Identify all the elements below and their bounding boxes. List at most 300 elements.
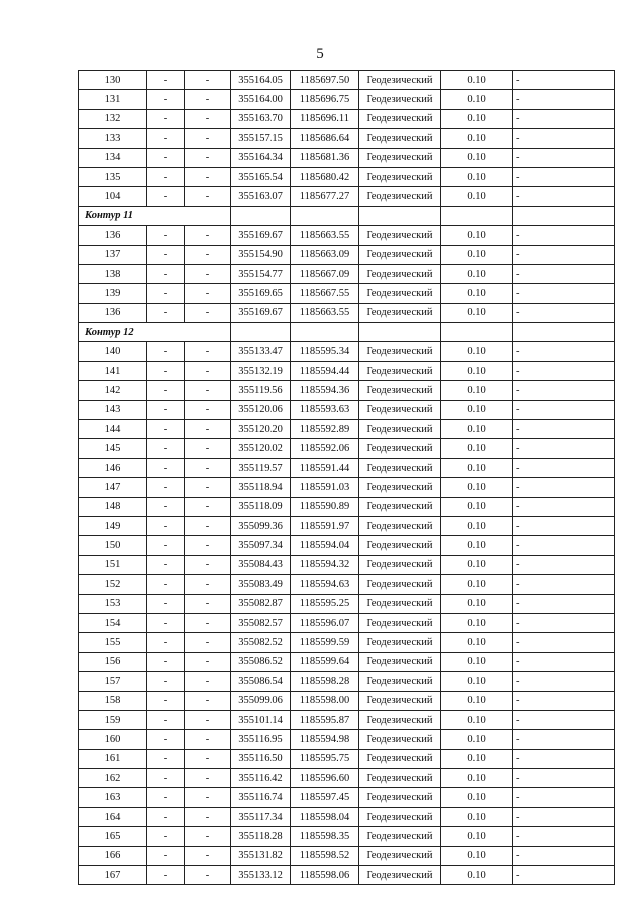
- note-cell: -: [513, 400, 615, 419]
- point-number-cell: 133: [79, 129, 147, 148]
- accuracy-cell: 0.10: [441, 187, 513, 206]
- point-number-cell: 144: [79, 420, 147, 439]
- dash-cell: -: [147, 613, 185, 632]
- note-cell: -: [513, 167, 615, 186]
- accuracy-cell: 0.10: [441, 691, 513, 710]
- dash-cell: -: [147, 226, 185, 245]
- table-row: [79, 710, 615, 729]
- table-row: [79, 420, 615, 439]
- empty-cell: [291, 323, 359, 342]
- note-cell: -: [513, 788, 615, 807]
- dash-cell: -: [147, 420, 185, 439]
- empty-cell: [359, 206, 441, 225]
- y-coordinate-cell: 1185677.27: [291, 187, 359, 206]
- dash-cell: -: [185, 381, 231, 400]
- accuracy-cell: 0.10: [441, 769, 513, 788]
- note-cell: -: [513, 226, 615, 245]
- y-coordinate-cell: 1185667.09: [291, 264, 359, 283]
- dash-cell: -: [185, 594, 231, 613]
- method-cell: Геодезический: [359, 846, 441, 865]
- accuracy-cell: 0.10: [441, 575, 513, 594]
- note-cell: -: [513, 284, 615, 303]
- point-number-cell: 156: [79, 652, 147, 671]
- x-coordinate-cell: 355086.52: [231, 652, 291, 671]
- dash-cell: -: [185, 788, 231, 807]
- empty-cell: [513, 323, 615, 342]
- dash-cell: -: [185, 691, 231, 710]
- dash-cell: -: [185, 478, 231, 497]
- note-cell: -: [513, 749, 615, 768]
- y-coordinate-cell: 1185697.50: [291, 71, 359, 90]
- dash-cell: -: [185, 730, 231, 749]
- x-coordinate-cell: 355169.67: [231, 303, 291, 322]
- dash-cell: -: [147, 555, 185, 574]
- method-cell: Геодезический: [359, 226, 441, 245]
- table-row: [79, 633, 615, 652]
- y-coordinate-cell: 1185663.55: [291, 303, 359, 322]
- method-cell: Геодезический: [359, 167, 441, 186]
- table-row: [79, 555, 615, 574]
- point-number-cell: 149: [79, 516, 147, 535]
- x-coordinate-cell: 355120.06: [231, 400, 291, 419]
- point-number-cell: 146: [79, 458, 147, 477]
- note-cell: -: [513, 148, 615, 167]
- point-number-cell: 140: [79, 342, 147, 361]
- dash-cell: -: [185, 400, 231, 419]
- accuracy-cell: 0.10: [441, 245, 513, 264]
- x-coordinate-cell: 355082.57: [231, 613, 291, 632]
- method-cell: Геодезический: [359, 303, 441, 322]
- dash-cell: -: [185, 769, 231, 788]
- method-cell: Геодезический: [359, 633, 441, 652]
- x-coordinate-cell: 355099.06: [231, 691, 291, 710]
- y-coordinate-cell: 1185598.06: [291, 866, 359, 885]
- y-coordinate-cell: 1185595.25: [291, 594, 359, 613]
- accuracy-cell: 0.10: [441, 71, 513, 90]
- method-cell: Геодезический: [359, 71, 441, 90]
- x-coordinate-cell: 355101.14: [231, 710, 291, 729]
- note-cell: -: [513, 691, 615, 710]
- x-coordinate-cell: 355082.52: [231, 633, 291, 652]
- note-cell: -: [513, 536, 615, 555]
- point-number-cell: 139: [79, 284, 147, 303]
- point-number-cell: 147: [79, 478, 147, 497]
- dash-cell: -: [147, 284, 185, 303]
- dash-cell: -: [147, 187, 185, 206]
- x-coordinate-cell: 355164.05: [231, 71, 291, 90]
- note-cell: -: [513, 245, 615, 264]
- y-coordinate-cell: 1185592.89: [291, 420, 359, 439]
- accuracy-cell: 0.10: [441, 167, 513, 186]
- note-cell: -: [513, 90, 615, 109]
- point-number-cell: 154: [79, 613, 147, 632]
- table-row: [79, 342, 615, 361]
- table-row: [79, 71, 615, 90]
- y-coordinate-cell: 1185663.55: [291, 226, 359, 245]
- point-number-cell: 137: [79, 245, 147, 264]
- dash-cell: -: [185, 575, 231, 594]
- x-coordinate-cell: 355164.34: [231, 148, 291, 167]
- dash-cell: -: [147, 536, 185, 555]
- dash-cell: -: [147, 439, 185, 458]
- dash-cell: -: [147, 575, 185, 594]
- method-cell: Геодезический: [359, 555, 441, 574]
- table-row: [79, 749, 615, 768]
- point-number-cell: 161: [79, 749, 147, 768]
- table-row: [79, 652, 615, 671]
- point-number-cell: 135: [79, 167, 147, 186]
- note-cell: -: [513, 420, 615, 439]
- method-cell: Геодезический: [359, 749, 441, 768]
- accuracy-cell: 0.10: [441, 420, 513, 439]
- accuracy-cell: 0.10: [441, 342, 513, 361]
- point-number-cell: 150: [79, 536, 147, 555]
- dash-cell: -: [185, 284, 231, 303]
- table-row: [79, 245, 615, 264]
- table-row: [79, 458, 615, 477]
- y-coordinate-cell: 1185592.06: [291, 439, 359, 458]
- accuracy-cell: 0.10: [441, 613, 513, 632]
- y-coordinate-cell: 1185594.98: [291, 730, 359, 749]
- method-cell: Геодезический: [359, 730, 441, 749]
- dash-cell: -: [185, 516, 231, 535]
- dash-cell: -: [185, 807, 231, 826]
- note-cell: -: [513, 613, 615, 632]
- note-cell: -: [513, 381, 615, 400]
- empty-cell: [185, 206, 231, 225]
- y-coordinate-cell: 1185594.04: [291, 536, 359, 555]
- dash-cell: -: [147, 710, 185, 729]
- accuracy-cell: 0.10: [441, 827, 513, 846]
- note-cell: -: [513, 730, 615, 749]
- point-number-cell: 130: [79, 71, 147, 90]
- table-row: [79, 672, 615, 691]
- note-cell: -: [513, 710, 615, 729]
- dash-cell: -: [147, 672, 185, 691]
- note-cell: -: [513, 846, 615, 865]
- dash-cell: -: [147, 90, 185, 109]
- point-number-cell: 157: [79, 672, 147, 691]
- y-coordinate-cell: 1185591.97: [291, 516, 359, 535]
- point-number-cell: 142: [79, 381, 147, 400]
- dash-cell: -: [147, 342, 185, 361]
- point-number-cell: 143: [79, 400, 147, 419]
- method-cell: Геодезический: [359, 342, 441, 361]
- accuracy-cell: 0.10: [441, 361, 513, 380]
- dash-cell: -: [147, 303, 185, 322]
- dash-cell: -: [147, 633, 185, 652]
- dash-cell: -: [185, 167, 231, 186]
- method-cell: Геодезический: [359, 264, 441, 283]
- x-coordinate-cell: 355099.36: [231, 516, 291, 535]
- method-cell: Геодезический: [359, 439, 441, 458]
- table-row: [79, 594, 615, 613]
- dash-cell: -: [147, 361, 185, 380]
- point-number-cell: 104: [79, 187, 147, 206]
- point-number-cell: 155: [79, 633, 147, 652]
- method-cell: Геодезический: [359, 458, 441, 477]
- y-coordinate-cell: 1185696.11: [291, 109, 359, 128]
- x-coordinate-cell: 355132.19: [231, 361, 291, 380]
- x-coordinate-cell: 355118.94: [231, 478, 291, 497]
- method-cell: Геодезический: [359, 148, 441, 167]
- x-coordinate-cell: 355086.54: [231, 672, 291, 691]
- x-coordinate-cell: 355120.02: [231, 439, 291, 458]
- table-row: [79, 381, 615, 400]
- accuracy-cell: 0.10: [441, 866, 513, 885]
- dash-cell: -: [185, 420, 231, 439]
- note-cell: -: [513, 555, 615, 574]
- point-number-cell: 152: [79, 575, 147, 594]
- point-number-cell: 158: [79, 691, 147, 710]
- dash-cell: -: [185, 827, 231, 846]
- accuracy-cell: 0.10: [441, 710, 513, 729]
- dash-cell: -: [147, 846, 185, 865]
- table-row: [79, 613, 615, 632]
- accuracy-cell: 0.10: [441, 381, 513, 400]
- method-cell: Геодезический: [359, 187, 441, 206]
- table-row: [79, 109, 615, 128]
- method-cell: Геодезический: [359, 613, 441, 632]
- x-coordinate-cell: 355154.77: [231, 264, 291, 283]
- dash-cell: -: [185, 439, 231, 458]
- x-coordinate-cell: 355119.57: [231, 458, 291, 477]
- note-cell: -: [513, 497, 615, 516]
- accuracy-cell: 0.10: [441, 303, 513, 322]
- empty-cell: [231, 206, 291, 225]
- table-row: [79, 90, 615, 109]
- method-cell: Геодезический: [359, 652, 441, 671]
- note-cell: -: [513, 342, 615, 361]
- y-coordinate-cell: 1185597.45: [291, 788, 359, 807]
- dash-cell: -: [185, 497, 231, 516]
- x-coordinate-cell: 355157.15: [231, 129, 291, 148]
- method-cell: Геодезический: [359, 361, 441, 380]
- page-number: 5: [316, 46, 324, 62]
- table-row: [79, 866, 615, 885]
- point-number-cell: 164: [79, 807, 147, 826]
- dash-cell: -: [147, 478, 185, 497]
- note-cell: -: [513, 575, 615, 594]
- table-row: [79, 478, 615, 497]
- y-coordinate-cell: 1185663.09: [291, 245, 359, 264]
- method-cell: Геодезический: [359, 866, 441, 885]
- dash-cell: -: [185, 613, 231, 632]
- dash-cell: -: [147, 264, 185, 283]
- method-cell: Геодезический: [359, 381, 441, 400]
- table-row: [79, 497, 615, 516]
- dash-cell: -: [185, 187, 231, 206]
- dash-cell: -: [185, 458, 231, 477]
- note-cell: -: [513, 458, 615, 477]
- y-coordinate-cell: 1185594.44: [291, 361, 359, 380]
- dash-cell: -: [185, 303, 231, 322]
- y-coordinate-cell: 1185593.63: [291, 400, 359, 419]
- method-cell: Геодезический: [359, 90, 441, 109]
- x-coordinate-cell: 355097.34: [231, 536, 291, 555]
- y-coordinate-cell: 1185680.42: [291, 167, 359, 186]
- note-cell: -: [513, 633, 615, 652]
- y-coordinate-cell: 1185696.75: [291, 90, 359, 109]
- accuracy-cell: 0.10: [441, 594, 513, 613]
- accuracy-cell: 0.10: [441, 264, 513, 283]
- dash-cell: -: [185, 846, 231, 865]
- dash-cell: -: [185, 148, 231, 167]
- dash-cell: -: [185, 109, 231, 128]
- y-coordinate-cell: 1185595.75: [291, 749, 359, 768]
- accuracy-cell: 0.10: [441, 516, 513, 535]
- point-number-cell: 167: [79, 866, 147, 885]
- note-cell: -: [513, 478, 615, 497]
- accuracy-cell: 0.10: [441, 846, 513, 865]
- table-row: [79, 303, 615, 322]
- accuracy-cell: 0.10: [441, 730, 513, 749]
- table-row: [79, 400, 615, 419]
- method-cell: Геодезический: [359, 516, 441, 535]
- empty-cell: [441, 206, 513, 225]
- dash-cell: -: [147, 129, 185, 148]
- x-coordinate-cell: 355133.47: [231, 342, 291, 361]
- empty-cell: [441, 323, 513, 342]
- point-number-cell: 145: [79, 439, 147, 458]
- table-row: [79, 536, 615, 555]
- table-row: [79, 187, 615, 206]
- table-row: [79, 769, 615, 788]
- x-coordinate-cell: 355082.87: [231, 594, 291, 613]
- method-cell: Геодезический: [359, 245, 441, 264]
- dash-cell: -: [147, 749, 185, 768]
- accuracy-cell: 0.10: [441, 129, 513, 148]
- y-coordinate-cell: 1185598.35: [291, 827, 359, 846]
- dash-cell: -: [147, 497, 185, 516]
- table-row: [79, 827, 615, 846]
- table-row: [79, 691, 615, 710]
- accuracy-cell: 0.10: [441, 90, 513, 109]
- dash-cell: -: [185, 536, 231, 555]
- point-number-cell: 136: [79, 226, 147, 245]
- table-row: [79, 284, 615, 303]
- dash-cell: -: [147, 594, 185, 613]
- dash-cell: -: [147, 788, 185, 807]
- method-cell: Геодезический: [359, 420, 441, 439]
- accuracy-cell: 0.10: [441, 400, 513, 419]
- note-cell: -: [513, 361, 615, 380]
- x-coordinate-cell: 355133.12: [231, 866, 291, 885]
- method-cell: Геодезический: [359, 109, 441, 128]
- dash-cell: -: [185, 245, 231, 264]
- accuracy-cell: 0.10: [441, 672, 513, 691]
- dash-cell: -: [147, 400, 185, 419]
- method-cell: Геодезический: [359, 672, 441, 691]
- method-cell: Геодезический: [359, 400, 441, 419]
- point-number-cell: 153: [79, 594, 147, 613]
- point-number-cell: 151: [79, 555, 147, 574]
- point-number-cell: 138: [79, 264, 147, 283]
- point-number-cell: 131: [79, 90, 147, 109]
- note-cell: -: [513, 672, 615, 691]
- dash-cell: -: [185, 361, 231, 380]
- table-row: [79, 167, 615, 186]
- accuracy-cell: 0.10: [441, 148, 513, 167]
- table-row: [79, 361, 615, 380]
- method-cell: Геодезический: [359, 807, 441, 826]
- y-coordinate-cell: 1185591.03: [291, 478, 359, 497]
- y-coordinate-cell: 1185599.59: [291, 633, 359, 652]
- x-coordinate-cell: 355084.43: [231, 555, 291, 574]
- y-coordinate-cell: 1185591.44: [291, 458, 359, 477]
- dash-cell: -: [185, 90, 231, 109]
- point-number-cell: 134: [79, 148, 147, 167]
- dash-cell: -: [185, 264, 231, 283]
- method-cell: Геодезический: [359, 284, 441, 303]
- y-coordinate-cell: 1185595.34: [291, 342, 359, 361]
- method-cell: Геодезический: [359, 575, 441, 594]
- contour-header-row: [79, 323, 615, 342]
- dash-cell: -: [147, 827, 185, 846]
- point-number-cell: 132: [79, 109, 147, 128]
- dash-cell: -: [185, 633, 231, 652]
- x-coordinate-cell: 355131.82: [231, 846, 291, 865]
- dash-cell: -: [147, 691, 185, 710]
- dash-cell: -: [147, 458, 185, 477]
- accuracy-cell: 0.10: [441, 226, 513, 245]
- accuracy-cell: 0.10: [441, 284, 513, 303]
- empty-cell: [231, 323, 291, 342]
- accuracy-cell: 0.10: [441, 749, 513, 768]
- dash-cell: -: [147, 381, 185, 400]
- x-coordinate-cell: 355163.70: [231, 109, 291, 128]
- table-row: [79, 148, 615, 167]
- y-coordinate-cell: 1185590.89: [291, 497, 359, 516]
- dash-cell: -: [147, 148, 185, 167]
- x-coordinate-cell: 355116.42: [231, 769, 291, 788]
- x-coordinate-cell: 355120.20: [231, 420, 291, 439]
- note-cell: -: [513, 769, 615, 788]
- method-cell: Геодезический: [359, 478, 441, 497]
- note-cell: -: [513, 264, 615, 283]
- note-cell: -: [513, 827, 615, 846]
- method-cell: Геодезический: [359, 129, 441, 148]
- dash-cell: -: [185, 129, 231, 148]
- coordinates-table-body: [79, 71, 615, 885]
- dash-cell: -: [147, 866, 185, 885]
- coordinates-table: [78, 70, 615, 885]
- y-coordinate-cell: 1185598.52: [291, 846, 359, 865]
- accuracy-cell: 0.10: [441, 788, 513, 807]
- note-cell: -: [513, 187, 615, 206]
- y-coordinate-cell: 1185596.60: [291, 769, 359, 788]
- note-cell: -: [513, 594, 615, 613]
- contour-label: Контур 11: [79, 206, 185, 225]
- point-number-cell: 141: [79, 361, 147, 380]
- dash-cell: -: [147, 71, 185, 90]
- x-coordinate-cell: 355118.09: [231, 497, 291, 516]
- y-coordinate-cell: 1185681.36: [291, 148, 359, 167]
- table-row: [79, 129, 615, 148]
- point-number-cell: 165: [79, 827, 147, 846]
- dash-cell: -: [185, 71, 231, 90]
- dash-cell: -: [185, 342, 231, 361]
- method-cell: Геодезический: [359, 769, 441, 788]
- x-coordinate-cell: 355169.67: [231, 226, 291, 245]
- dash-cell: -: [185, 555, 231, 574]
- y-coordinate-cell: 1185594.32: [291, 555, 359, 574]
- method-cell: Геодезический: [359, 691, 441, 710]
- accuracy-cell: 0.10: [441, 109, 513, 128]
- y-coordinate-cell: 1185598.04: [291, 807, 359, 826]
- x-coordinate-cell: 355119.56: [231, 381, 291, 400]
- table-row: [79, 226, 615, 245]
